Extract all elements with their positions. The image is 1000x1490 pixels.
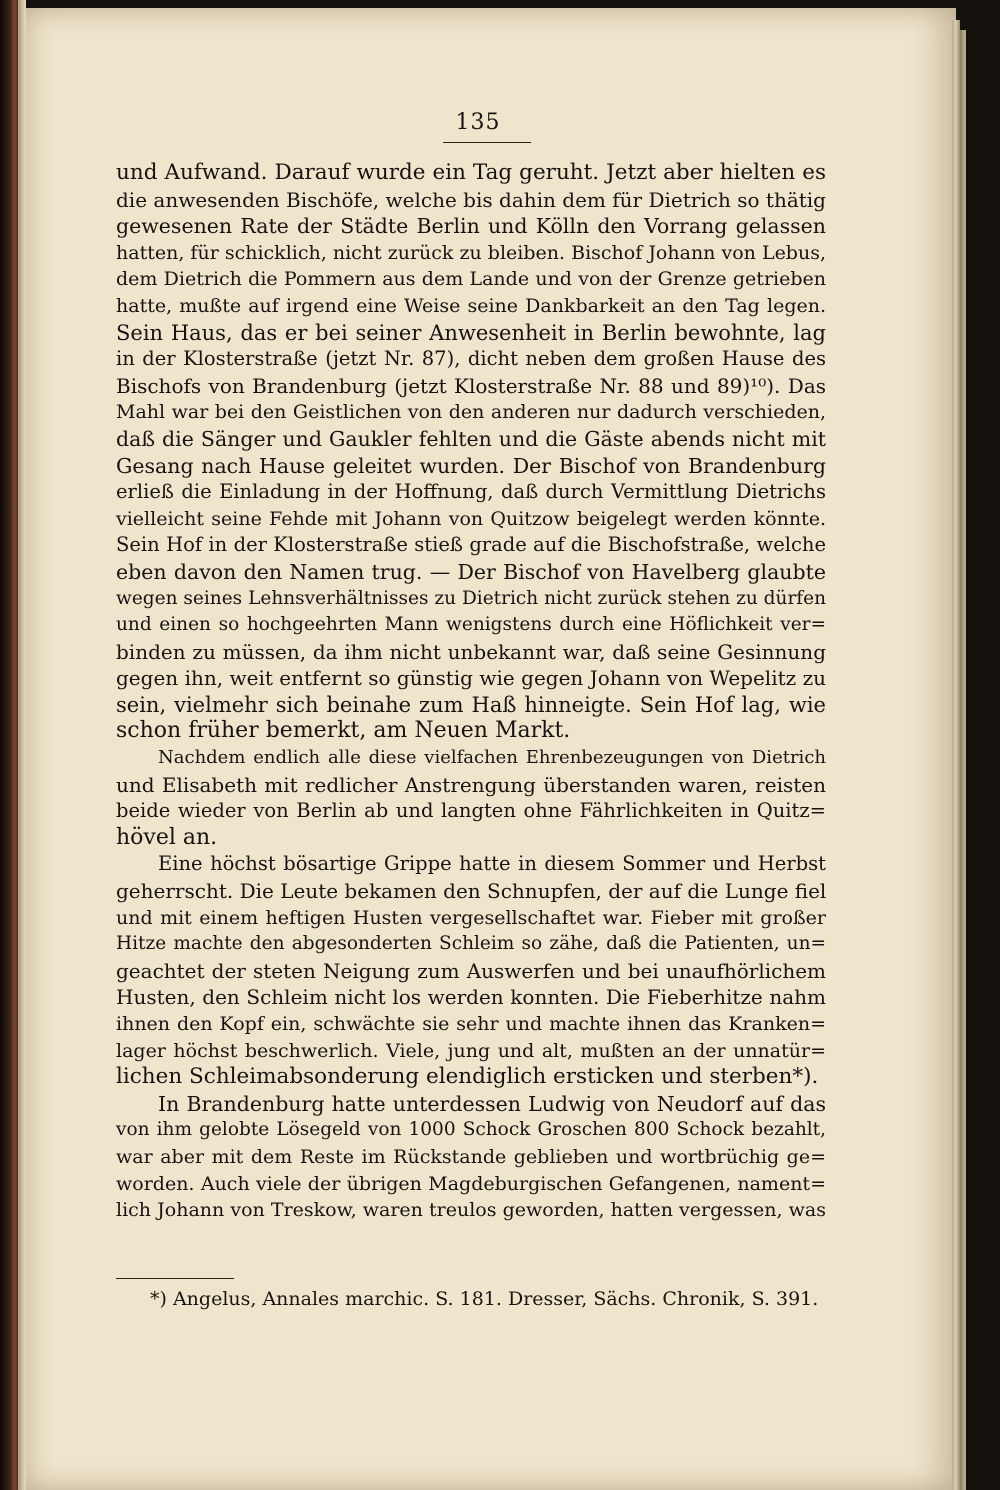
- text-line: In Brandenburg hatte unterdessen Ludwig von Neudorf auf das: [158, 1091, 826, 1116]
- text-line: hövel an.: [116, 824, 218, 850]
- text-line: geherrscht. Die Leute bekamen den Schnupfen, der auf die Lunge fiel: [116, 879, 827, 904]
- text-line: Husten, den Schleim nicht los werden konnten. Die Fieberhitze nahm: [116, 985, 826, 1010]
- text-line: Sein Haus, das er bei seiner Anwesenheit in Berlin bewohnte, lag: [116, 320, 826, 345]
- page-number: 135: [455, 110, 501, 135]
- text-line: vielleicht seine Fehde mit Johann von Quitzow beigelegt werden könnte.: [116, 507, 826, 530]
- text-line: Gesang nach Hause geleitet wurden. Der Bischof von Brandenburg: [116, 453, 826, 478]
- text-line: in der Klosterstraße (jetzt Nr. 87), dicht neben dem großen Hause des: [116, 347, 826, 371]
- header-rule: [443, 142, 531, 143]
- text-line: und Aufwand. Darauf wurde ein Tag geruht. Jetzt aber hielten es: [116, 160, 826, 185]
- text-line: lager höchst beschwerlich. Viele, jung und alt, mußten an der unnatür=: [116, 1039, 826, 1062]
- text-line: worden. Auch viele der übrigen Magdeburgischen Gefangenen, nament=: [116, 1172, 826, 1195]
- page-stack-edge-outer: [960, 30, 966, 1490]
- text-line: sein, vielmehr sich beinahe zum Haß hinneigte. Sein Hof lag, wie: [116, 692, 826, 717]
- text-line: geachtet der steten Neigung zum Auswerfen und bei unaufhörlichem: [116, 958, 826, 983]
- text-line: und einen so hochgeehrten Mann wenigstens durch eine Höflichkeit ver=: [116, 614, 826, 636]
- left-cover-sliver: [18, 0, 26, 1490]
- text-line: wegen seines Lehnsverhältnisses zu Dietrich nicht zurück stehen zu dürfen: [116, 587, 826, 609]
- text-line: Eine höchst bösartige Grippe hatte in diesem Sommer und Herbst: [158, 852, 826, 876]
- text-line: war aber mit dem Reste im Rückstande geblieben und wortbrüchig ge=: [116, 1145, 826, 1168]
- text-line: gewesenen Rate der Städte Berlin und Kölln den Vorrang gelassen: [116, 214, 826, 239]
- text-line: hatte, mußte auf irgend eine Weise seine Dankbarkeit an den Tag legen.: [116, 294, 826, 317]
- text-line: erließ die Einladung in der Hoffnung, daß durch Vermittlung Dietrichs: [116, 480, 826, 504]
- text-line: Nachdem endlich alle diese vielfachen Ehrenbezeugungen von Dietrich: [158, 747, 826, 769]
- body-text: [116, 160, 826, 1224]
- text-line: binden zu müssen, da ihm nicht unbekannt war, daß seine Gesinnung: [116, 639, 826, 664]
- page-stack-edge: [952, 20, 960, 1490]
- text-line: von ihm gelobte Lösegeld von 1000 Schock Groschen 800 Schock bezahlt,: [116, 1119, 826, 1141]
- text-line: und Elisabeth mit redlicher Anstrengung überstanden waren, reisten: [116, 772, 826, 797]
- text-line: eben davon den Namen trug. — Der Bischof von Havelberg glaubte: [116, 559, 826, 584]
- text-line: ihnen den Kopf ein, schwächte sie sehr und machte ihnen das Kranken=: [116, 1013, 826, 1035]
- text-line: lich Johann von Treskow, waren treulos geworden, hatten vergessen, was: [116, 1199, 826, 1222]
- footnote-rule: [116, 1278, 234, 1279]
- text-line: die anwesenden Bischöfe, welche bis dahin dem für Dietrich so thätig: [116, 187, 826, 212]
- text-line: dem Dietrich die Pommern aus dem Lande und von der Grenze getrieben: [116, 268, 826, 291]
- text-line: beide wieder von Berlin ab und langten ohne Fährlichkeiten in Quitz=: [116, 799, 826, 823]
- text-line: hatten, für schicklich, nicht zurück zu bleiben. Bischof Johann von Lebus,: [116, 241, 826, 264]
- text-line: Sein Hof in der Klosterstraße stieß grade auf die Bischofstraße, welche: [116, 533, 826, 557]
- text-line: lichen Schleimabsonderung elendiglich ersticken und sterben*).: [116, 1064, 819, 1090]
- text-line: Bischofs von Brandenburg (jetzt Klosterstraße Nr. 88 und 89)¹⁰). Das: [116, 373, 826, 398]
- text-line: gegen ihn, weit entfernt so günstig wie gegen Johann von Wepelitz zu: [116, 666, 826, 691]
- text-line: Hitze machte den abgesonderten Schleim so zähe, daß die Patienten, un=: [116, 933, 826, 955]
- text-line: schon früher bemerkt, am Neuen Markt.: [116, 718, 571, 744]
- text-line: daß die Sänger und Gaukler fehlten und die Gäste abends nicht mit: [116, 426, 826, 451]
- text-line: und mit einem heftigen Husten vergesellschaftet war. Fieber mit großer: [116, 906, 826, 929]
- footnote: *) Angelus, Annales marchic. S. 181. Dresser, Sächs. Chronik, S. 391.: [150, 1288, 819, 1310]
- text-line: Mahl war bei den Geistlichen von den anderen nur dadurch verschieden,: [116, 401, 826, 424]
